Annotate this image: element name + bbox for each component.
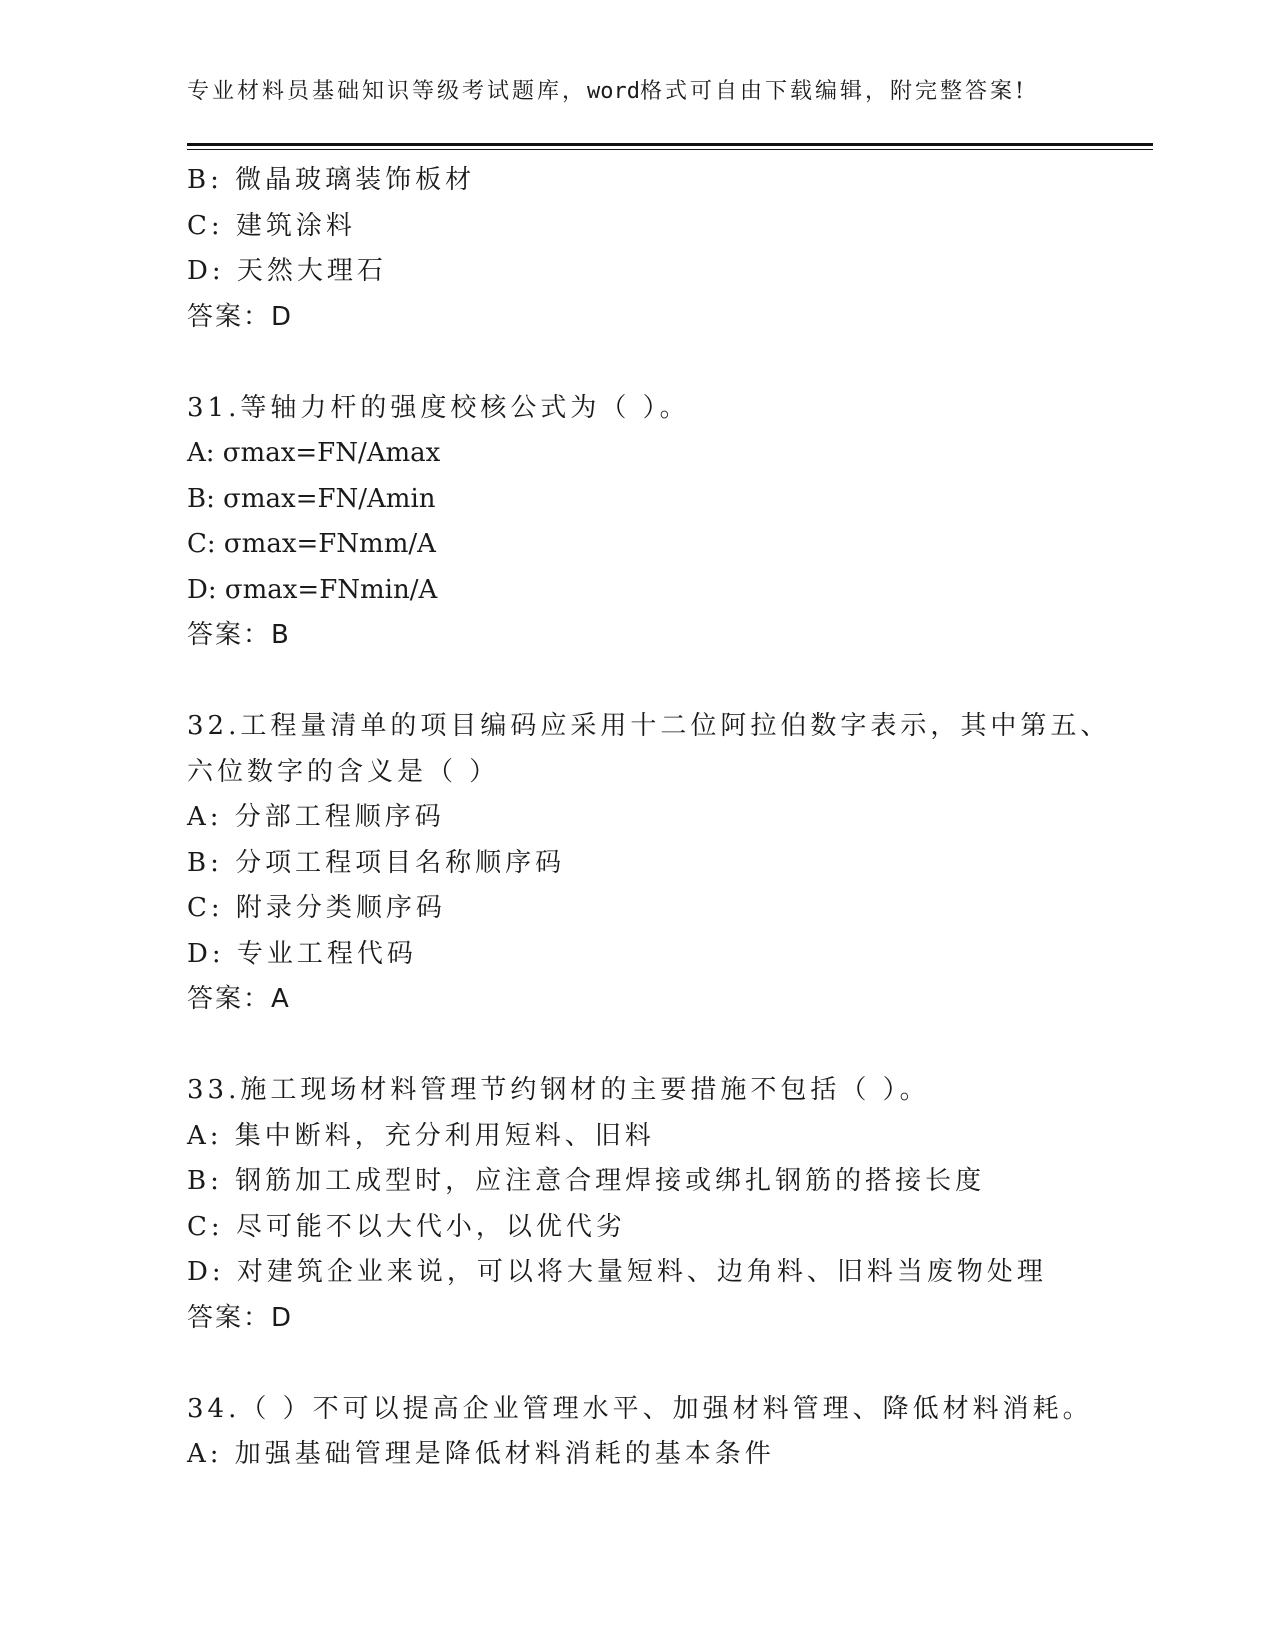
header-rule-thin xyxy=(187,149,1153,150)
option-c: C: 尽可能不以大代小，以优代劣 xyxy=(187,1211,626,1242)
spacer xyxy=(187,340,1087,386)
option-b: B: 钢筋加工成型时，应注意合理焊接或绑扎钢筋的搭接长度 xyxy=(187,1166,986,1196)
spacer xyxy=(187,1341,1087,1387)
option-a: A: 分部工程顺序码 xyxy=(187,802,445,832)
answer-line: 答案：A xyxy=(187,984,291,1014)
option-d: D: 专业工程代码 xyxy=(187,938,417,969)
answer-line: 答案：D xyxy=(187,1302,294,1333)
answer-line: 答案：B xyxy=(187,620,291,650)
page-header xyxy=(187,74,1027,105)
question-32 xyxy=(187,704,1111,1023)
spacer xyxy=(187,1023,1087,1069)
option-d: D: 天然大理石 xyxy=(187,256,387,286)
option-d: D: σmax=FNmin/A xyxy=(187,574,438,605)
option-b: B: σmax=FN/Amin xyxy=(187,483,436,514)
header-text-suffix: 格式可自由下载编辑，附完整答案! xyxy=(640,79,1027,104)
header-rule-thick xyxy=(187,143,1153,146)
option-d: D: 对建筑企业来说，可以将大量短料、边角料、旧料当废物处理 xyxy=(187,1257,1047,1287)
option-a: A: σmax=FN/Amax xyxy=(187,438,441,468)
header-text-prefix: 专业材料员基础知识等级考试题库， xyxy=(187,79,588,104)
question-31 xyxy=(187,386,1087,659)
document-body xyxy=(187,158,1111,1478)
question-stem: 32.工程量清单的项目编码应采用十二位阿拉伯数字表示，其中第五、 xyxy=(187,711,1111,741)
question-stem-continued: 六位数字的含义是（ ） xyxy=(187,756,500,787)
option-c: C: σmax=FNmm/A xyxy=(187,529,436,559)
header-text-word: word xyxy=(587,79,640,104)
option-c: C: 附录分类顺序码 xyxy=(187,893,446,923)
question-34 xyxy=(187,1387,1093,1478)
option-b: B: 微晶玻璃装饰板材 xyxy=(187,165,476,195)
question-continued xyxy=(187,158,1087,340)
option-b: B: 分项工程项目名称顺序码 xyxy=(187,847,566,878)
question-stem: 34.（ ）不可以提高企业管理水平、加强材料管理、降低材料消耗。 xyxy=(187,1393,1093,1424)
question-stem: 31.等轴力杆的强度校核公式为（ ）。 xyxy=(187,392,690,423)
option-a: A: 加强基础管理是降低材料消耗的基本条件 xyxy=(187,1439,775,1469)
option-c: C: 建筑涂料 xyxy=(187,210,356,241)
answer-line: 答案：D xyxy=(187,301,294,332)
spacer xyxy=(187,659,1087,705)
option-a: A: 集中断料，充分利用短料、旧料 xyxy=(187,1120,655,1151)
question-33 xyxy=(187,1068,1087,1341)
question-stem: 33.施工现场材料管理节约钢材的主要措施不包括（ ）。 xyxy=(187,1075,930,1105)
